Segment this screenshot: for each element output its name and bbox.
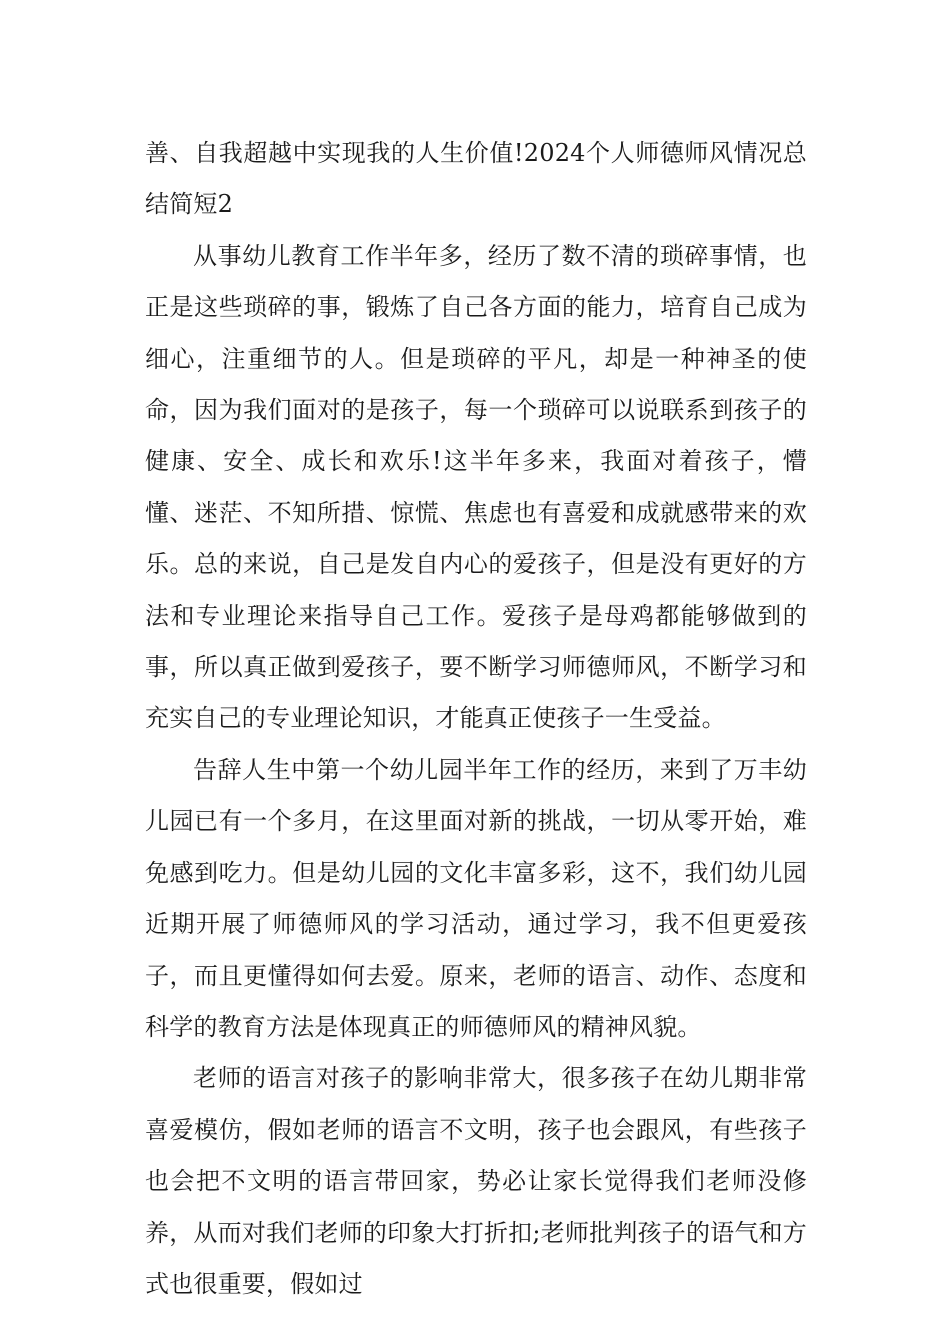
paragraph-2: 告辞人生中第一个幼儿园半年工作的经历，来到了万丰幼儿园已有一个多月，在这里面对新的挑战，一切从零开始，难免感到吃力。但是幼儿园的文化丰富多彩，这不，我们幼儿园近期开展了师德师风的学习活动，通过学习，我不但更爱孩子，而且更懂得如何去爱。原来，老师的语言、动作、态度和科学的教育方法是体现真正的师德师风的精神风貌。 [145, 755, 807, 1041]
paragraph-continuation: 善、自我超越中实现我的人生价值!2024个人师德师风情况总结简短2 [145, 139, 807, 219]
paragraph-1: 从事幼儿教育工作半年多，经历了数不清的琐碎事情，也正是这些琐碎的事，锻炼了自己各方面的能力，培育自己成为细心，注重细节的人。但是琐碎的平凡，却是一种神圣的使命，因为我们面对的是孩子，每一个琐碎可以说联系到孩子的健康、安全、成长和欢乐!这半年多来，我面对着孩子，懵懂、迷茫、不知所措、惊慌、焦虑也有喜爱和成就感带来的欢乐。总的来说，自己是发自内心的爱孩子，但是没有更好的方法和专业理论来指导自己工作。爱孩子是母鸡都能够做到的事，所以真正做到爱孩子，要不断学习师德师风，不断学习和充实自己的专业理论知识，才能真正使孩子一生受益。 [145, 241, 807, 733]
paragraph-3: 老师的语言对孩子的影响非常大，很多孩子在幼儿期非常喜爱模仿，假如老师的语言不文明，孩子也会跟风，有些孩子也会把不文明的语言带回家，势必让家长觉得我们老师没修养，从而对我们老师的印象大打折扣;老师批判孩子的语气和方式也很重要，假如过 [145, 1064, 807, 1298]
document-body [145, 128, 807, 1310]
